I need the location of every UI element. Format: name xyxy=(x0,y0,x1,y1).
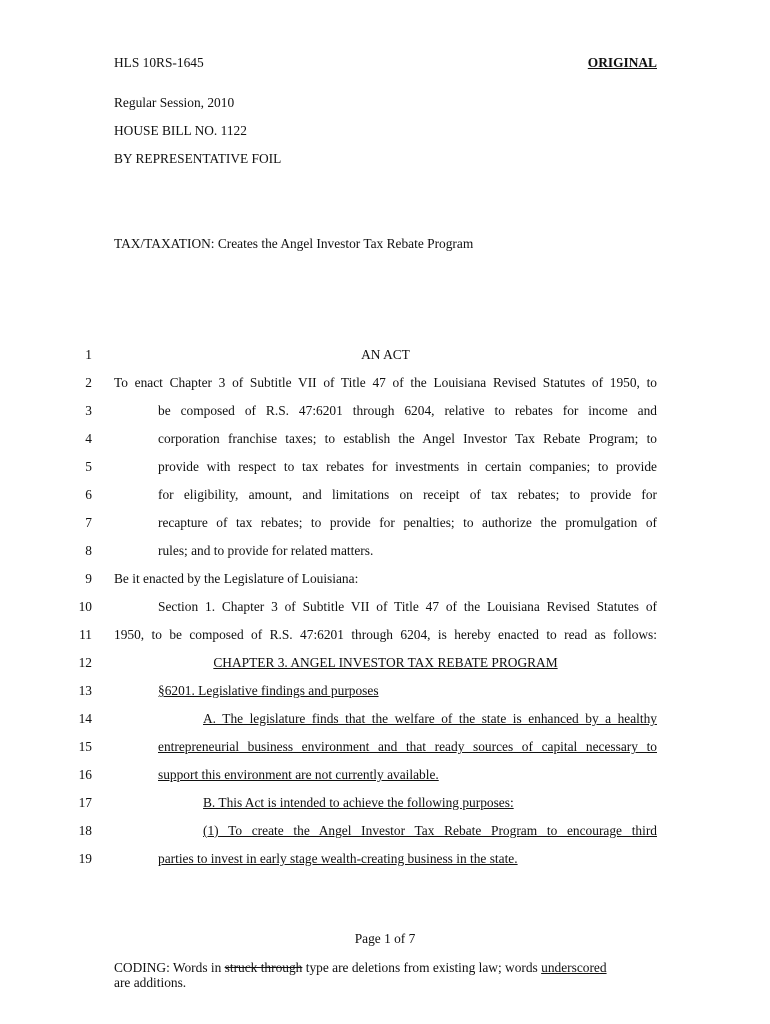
line-number: 3 xyxy=(85,403,92,418)
line-number: 9 xyxy=(85,571,92,586)
sponsor: BY REPRESENTATIVE FOIL xyxy=(114,151,282,166)
body-line: rules; and to provide for related matters. xyxy=(158,543,374,558)
line-number: 16 xyxy=(78,767,92,782)
line-number: 8 xyxy=(85,543,92,558)
line-number: 5 xyxy=(85,459,92,474)
session-label: Regular Session, 2010 xyxy=(114,95,235,110)
coding-prefix: CODING: Words in xyxy=(114,960,225,975)
line-number: 4 xyxy=(85,431,92,446)
enacting-clause: Be it enacted by the Legislature of Louisiana: xyxy=(114,571,359,586)
section-heading: §6201. Legislative findings and purposes xyxy=(158,683,379,698)
body-line: To enact Chapter 3 of Subtitle VII of Title 47 of the Louisiana Revised Statutes of 1950, to xyxy=(114,375,657,390)
line-number: 10 xyxy=(78,599,92,614)
body-line: corporation franchise taxes; to establish the Angel Investor Tax Rebate Program; to xyxy=(158,431,657,446)
coding-struck: struck through xyxy=(224,960,303,975)
line-number: 6 xyxy=(85,487,92,502)
page-number: Page 1 of 7 xyxy=(354,931,416,946)
bill-code: HLS 10RS-1645 xyxy=(114,55,204,70)
original-label: ORIGINAL xyxy=(587,55,657,70)
line-number: 14 xyxy=(78,711,92,726)
line-number: 1 xyxy=(85,347,92,362)
coding-note xyxy=(114,960,607,976)
body-line: recapture of tax rebates; to provide for penalties; to authorize the promulgation of xyxy=(158,515,657,530)
coding-underscored: underscored xyxy=(541,960,607,975)
chapter-heading: CHAPTER 3. ANGEL INVESTOR TAX REBATE PROGRAM xyxy=(213,655,558,670)
digest-line: TAX/TAXATION: Creates the Angel Investor Tax Rebate Program xyxy=(114,236,474,251)
line-number: 13 xyxy=(78,683,92,698)
body-line: provide with respect to tax rebates for investments in certain companies; to provide xyxy=(158,459,657,474)
body-line: Section 1. Chapter 3 of Subtitle VII of Title 47 of the Louisiana Revised Statutes of xyxy=(158,599,657,614)
body-line: entrepreneurial business environment and that ready sources of capital necessary to xyxy=(158,739,657,754)
line-number: 11 xyxy=(79,627,92,642)
line-number: 12 xyxy=(78,655,92,670)
body-line: for eligibility, amount, and limitations on receipt of tax rebates; to provide for xyxy=(158,487,657,502)
body-line: 1950, to be composed of R.S. 47:6201 through 6204, is hereby enacted to read as follows: xyxy=(114,627,657,642)
body-line: (1) To create the Angel Investor Tax Rebate Program to encourage third xyxy=(203,823,657,838)
coding-middle: type are deletions from existing law; words xyxy=(302,960,542,975)
line-number: 18 xyxy=(78,823,92,838)
coding-note-end: are additions. xyxy=(114,975,187,990)
body-line: support this environment are not currently available. xyxy=(158,767,439,782)
line-number: 15 xyxy=(78,739,92,754)
line-number: 7 xyxy=(85,515,92,530)
line-number: 19 xyxy=(78,851,92,866)
body-line: be composed of R.S. 47:6201 through 6204, relative to rebates for income and xyxy=(158,403,657,418)
body-line: A. The legislature finds that the welfare of the state is enhanced by a healthy xyxy=(203,711,657,726)
body-line: parties to invest in early stage wealth-creating business in the state. xyxy=(158,851,518,866)
bill-number: HOUSE BILL NO. 1122 xyxy=(114,123,247,138)
line-number: 17 xyxy=(78,795,92,810)
body-line: B. This Act is intended to achieve the following purposes: xyxy=(203,795,514,810)
line-number: 2 xyxy=(85,375,92,390)
act-title: AN ACT xyxy=(361,347,410,362)
